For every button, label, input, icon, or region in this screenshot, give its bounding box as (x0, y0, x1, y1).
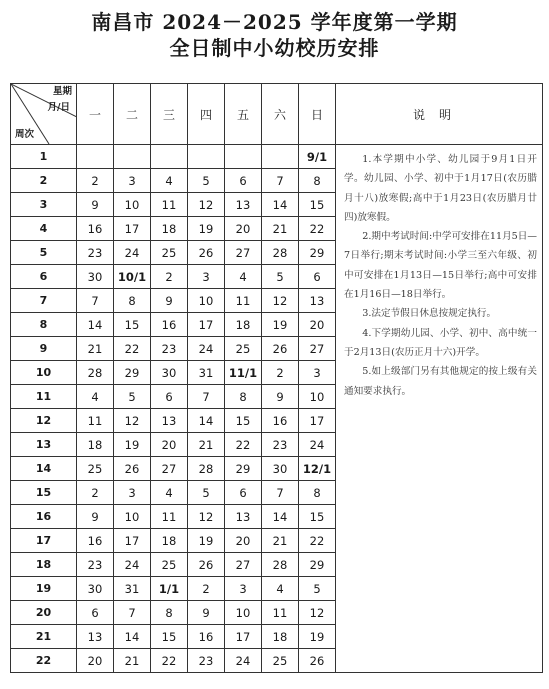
date-cell: 12 (188, 193, 225, 217)
date-cell: 22 (299, 217, 336, 241)
date-cell: 15 (299, 505, 336, 529)
date-cell: 15 (299, 193, 336, 217)
date-cell: 10 (114, 505, 151, 529)
date-cell: 21 (262, 529, 299, 553)
date-cell: 19 (262, 313, 299, 337)
week-number-cell: 2 (11, 169, 77, 193)
date-cell: 7 (77, 289, 114, 313)
week-number-cell: 9 (11, 337, 77, 361)
date-cell: 26 (114, 457, 151, 481)
date-cell: 12/1 (299, 457, 336, 481)
day-header-sat: 六 (262, 84, 299, 145)
week-number-cell: 20 (11, 601, 77, 625)
day-header-mon: 一 (77, 84, 114, 145)
date-cell: 13 (299, 289, 336, 313)
date-cell: 11 (262, 601, 299, 625)
date-cell: 3 (225, 577, 262, 601)
date-cell: 4 (225, 265, 262, 289)
date-cell: 27 (225, 553, 262, 577)
date-cell: 25 (151, 553, 188, 577)
date-cell: 24 (114, 553, 151, 577)
date-cell: 10 (299, 385, 336, 409)
date-cell: 6 (225, 169, 262, 193)
date-cell: 14 (188, 409, 225, 433)
date-cell: 24 (114, 241, 151, 265)
week-number-cell: 14 (11, 457, 77, 481)
date-cell: 20 (225, 529, 262, 553)
date-cell: 31 (188, 361, 225, 385)
week-number-cell: 15 (11, 481, 77, 505)
date-cell: 2 (151, 265, 188, 289)
day-header-wed: 三 (151, 84, 188, 145)
date-cell: 22 (225, 433, 262, 457)
date-cell: 14 (262, 505, 299, 529)
date-cell: 19 (299, 625, 336, 649)
date-cell: 17 (188, 313, 225, 337)
week-number-cell: 18 (11, 553, 77, 577)
date-cell: 9 (77, 505, 114, 529)
date-cell: 4 (151, 169, 188, 193)
date-cell: 14 (77, 313, 114, 337)
date-cell: 19 (188, 529, 225, 553)
date-cell: 20 (151, 433, 188, 457)
date-cell: 20 (299, 313, 336, 337)
date-cell: 18 (77, 433, 114, 457)
date-cell: 2 (77, 169, 114, 193)
day-header-fri: 五 (225, 84, 262, 145)
date-cell: 17 (114, 217, 151, 241)
date-cell: 7 (262, 169, 299, 193)
date-cell: 6 (225, 481, 262, 505)
date-cell: 18 (151, 529, 188, 553)
date-cell: 19 (188, 217, 225, 241)
week-number-cell: 10 (11, 361, 77, 385)
date-cell: 26 (299, 649, 336, 673)
date-cell: 18 (225, 313, 262, 337)
date-cell: 24 (188, 337, 225, 361)
date-cell: 31 (114, 577, 151, 601)
corner-header-cell (11, 84, 77, 145)
date-cell: 17 (114, 529, 151, 553)
day-header-sun: 日 (299, 84, 336, 145)
note-paragraph: 5.如上级部门另有其他规定的按上级有关通知要求执行。 (344, 366, 537, 397)
date-cell: 15 (151, 625, 188, 649)
page-subtitle: 全日制中小幼校历安排 (169, 36, 380, 60)
date-cell: 21 (262, 217, 299, 241)
date-cell: 23 (188, 649, 225, 673)
week-number-cell: 7 (11, 289, 77, 313)
date-cell: 2 (262, 361, 299, 385)
date-cell: 12 (262, 289, 299, 313)
date-cell: 9/1 (299, 145, 336, 169)
date-cell: 7 (188, 385, 225, 409)
date-cell: 1/1 (151, 577, 188, 601)
date-cell: 8 (151, 601, 188, 625)
date-cell: 6 (299, 265, 336, 289)
date-cell: 25 (262, 649, 299, 673)
date-cell: 11 (77, 409, 114, 433)
date-cell: 18 (262, 625, 299, 649)
date-cell: 9 (188, 601, 225, 625)
week-number-cell: 5 (11, 241, 77, 265)
date-cell: 26 (188, 553, 225, 577)
date-cell: 12 (299, 601, 336, 625)
date-cell: 11/1 (225, 361, 262, 385)
date-cell: 9 (151, 289, 188, 313)
date-cell: 20 (225, 217, 262, 241)
date-cell: 23 (77, 241, 114, 265)
date-cell: 12 (188, 505, 225, 529)
date-cell: 30 (77, 577, 114, 601)
date-cell: 5 (188, 169, 225, 193)
notes-header: 说明 (336, 84, 543, 145)
date-cell: 14 (114, 625, 151, 649)
date-cell (262, 145, 299, 169)
date-cell: 8 (114, 289, 151, 313)
date-cell: 28 (262, 553, 299, 577)
date-cell: 16 (262, 409, 299, 433)
date-cell: 27 (225, 241, 262, 265)
date-cell: 9 (77, 193, 114, 217)
week-number-cell: 3 (11, 193, 77, 217)
corner-label-month-day: 月/日 (47, 102, 70, 113)
date-cell (151, 145, 188, 169)
week-number-cell: 22 (11, 649, 77, 673)
date-cell: 25 (225, 337, 262, 361)
note-paragraph: 2.期中考试时间:中学可安排在11月5日—7日举行;期末考试时间:小学三至六年级、初中可安排在1月13日—15日举行;高中可安排在1月16日—18日举行。 (344, 231, 537, 301)
date-cell: 26 (262, 337, 299, 361)
day-header-tue: 二 (114, 84, 151, 145)
date-cell: 16 (188, 625, 225, 649)
date-cell: 28 (77, 361, 114, 385)
date-cell: 5 (262, 265, 299, 289)
date-cell: 23 (151, 337, 188, 361)
date-cell: 22 (151, 649, 188, 673)
date-cell: 21 (114, 649, 151, 673)
week-number-cell: 17 (11, 529, 77, 553)
date-cell: 30 (151, 361, 188, 385)
date-cell: 3 (188, 265, 225, 289)
week-number-cell: 13 (11, 433, 77, 457)
date-cell: 6 (77, 601, 114, 625)
date-cell: 16 (151, 313, 188, 337)
date-cell: 4 (77, 385, 114, 409)
date-cell: 25 (77, 457, 114, 481)
date-cell: 29 (114, 361, 151, 385)
corner-label-week-number: 周次 (15, 129, 35, 140)
date-cell: 22 (299, 529, 336, 553)
week-number-cell: 6 (11, 265, 77, 289)
date-cell: 16 (77, 529, 114, 553)
date-cell: 20 (77, 649, 114, 673)
date-cell: 11 (151, 505, 188, 529)
date-cell: 16 (77, 217, 114, 241)
date-cell: 2 (188, 577, 225, 601)
date-cell: 10 (225, 601, 262, 625)
date-cell: 12 (114, 409, 151, 433)
date-cell: 4 (262, 577, 299, 601)
date-cell: 3 (299, 361, 336, 385)
date-cell: 13 (225, 193, 262, 217)
date-cell: 2 (77, 481, 114, 505)
date-cell: 29 (299, 241, 336, 265)
date-cell: 15 (225, 409, 262, 433)
date-cell: 26 (188, 241, 225, 265)
date-cell: 8 (299, 169, 336, 193)
date-cell: 24 (299, 433, 336, 457)
date-cell: 29 (299, 553, 336, 577)
week-number-cell: 19 (11, 577, 77, 601)
date-cell: 27 (299, 337, 336, 361)
date-cell: 23 (77, 553, 114, 577)
date-cell: 23 (262, 433, 299, 457)
date-cell: 8 (225, 385, 262, 409)
week-number-cell: 11 (11, 385, 77, 409)
date-cell: 5 (188, 481, 225, 505)
date-cell (77, 145, 114, 169)
date-cell: 8 (299, 481, 336, 505)
date-cell: 10/1 (114, 265, 151, 289)
date-cell (188, 145, 225, 169)
date-cell: 10 (188, 289, 225, 313)
date-cell: 4 (151, 481, 188, 505)
page-title: 南昌市 2024－2025 学年度第一学期 (91, 10, 458, 34)
week-number-cell: 1 (11, 145, 77, 169)
date-cell: 25 (151, 241, 188, 265)
date-cell: 10 (114, 193, 151, 217)
date-cell: 28 (188, 457, 225, 481)
week-number-cell: 4 (11, 217, 77, 241)
date-cell: 5 (114, 385, 151, 409)
date-cell: 21 (188, 433, 225, 457)
date-cell (114, 145, 151, 169)
date-cell: 3 (114, 481, 151, 505)
week-number-cell: 8 (11, 313, 77, 337)
date-cell: 6 (151, 385, 188, 409)
date-cell: 30 (77, 265, 114, 289)
date-cell: 3 (114, 169, 151, 193)
date-cell: 18 (151, 217, 188, 241)
date-cell: 15 (114, 313, 151, 337)
school-calendar-table (10, 83, 543, 673)
date-cell: 11 (151, 193, 188, 217)
week-number-cell: 12 (11, 409, 77, 433)
date-cell: 22 (114, 337, 151, 361)
note-paragraph: 1.本学期中小学、幼儿园于9月1日开学。幼儿园、小学、初中于1月17日(农历腊月十八)放寒假;高中于1月23日(农历腊月廿四)放寒假。 (344, 154, 537, 223)
date-cell: 17 (225, 625, 262, 649)
date-cell: 7 (262, 481, 299, 505)
date-cell: 27 (151, 457, 188, 481)
note-paragraph: 3.法定节假日休息按规定执行。 (362, 308, 497, 320)
date-cell: 17 (299, 409, 336, 433)
date-cell: 30 (262, 457, 299, 481)
header-row (11, 84, 543, 145)
date-cell: 5 (299, 577, 336, 601)
date-cell: 29 (225, 457, 262, 481)
day-header-thu: 四 (188, 84, 225, 145)
date-cell: 14 (262, 193, 299, 217)
corner-label-week: 星期 (52, 86, 72, 97)
date-cell: 13 (77, 625, 114, 649)
date-cell: 7 (114, 601, 151, 625)
date-cell: 28 (262, 241, 299, 265)
notes-cell (336, 145, 543, 673)
week-number-cell: 21 (11, 625, 77, 649)
date-cell: 24 (225, 649, 262, 673)
date-cell: 9 (262, 385, 299, 409)
date-cell: 13 (225, 505, 262, 529)
table-row (11, 145, 543, 169)
note-paragraph: 4.下学期幼儿园、小学、初中、高中统一于2月13日(农历正月十六)开学。 (344, 327, 537, 358)
date-cell: 21 (77, 337, 114, 361)
date-cell: 11 (225, 289, 262, 313)
week-number-cell: 16 (11, 505, 77, 529)
date-cell: 19 (114, 433, 151, 457)
date-cell: 13 (151, 409, 188, 433)
date-cell (225, 145, 262, 169)
